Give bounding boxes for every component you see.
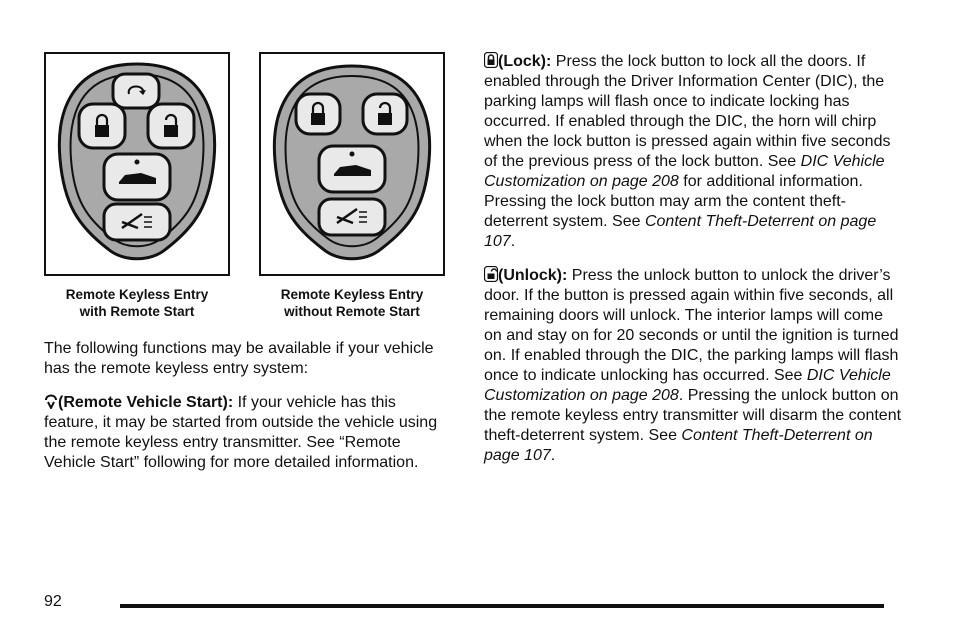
right-column	[484, 52, 904, 466]
left-column	[44, 339, 454, 473]
lock-button[interactable]	[296, 94, 340, 134]
panic-button[interactable]	[319, 199, 385, 235]
lock-text: for additional information. Pressing the lock button may arm the content theft-deterrent system. See	[484, 173, 863, 230]
panic-button[interactable]	[104, 204, 170, 240]
remote-start-button[interactable]	[113, 74, 159, 108]
unlock-reference-theft[interactable]: Content Theft-Deterrent on page 107	[484, 427, 873, 464]
caption-line: with Remote Start	[79, 304, 195, 319]
caption-line: Remote Keyless Entry	[65, 287, 209, 302]
lock-term: (Lock):	[498, 53, 552, 70]
unlock-icon	[484, 266, 498, 282]
unlock-paragraph	[484, 266, 904, 466]
unlock-term: (Unlock):	[498, 267, 568, 284]
remote-start-term: (Remote Vehicle Start):	[58, 394, 234, 411]
figure-caption	[247, 286, 457, 320]
caption-line: Remote Keyless Entry	[280, 287, 424, 302]
trunk-release-button[interactable]	[319, 146, 385, 192]
remote-start-text: If your vehicle has this feature, it may be started from outside the vehicle using the remote keyless entry transmitter. See “Remote Vehicle Start” following for more detailed information.	[44, 394, 438, 471]
lock-button[interactable]	[79, 104, 125, 148]
figure-caption	[32, 286, 242, 320]
unlock-text: .	[550, 447, 556, 464]
lock-reference-theft[interactable]: Content Theft-Deterrent on page 107	[484, 213, 877, 250]
lock-text: .	[510, 233, 516, 250]
page-number: 92	[44, 593, 62, 610]
unlock-button[interactable]	[148, 104, 194, 148]
caption-line: without Remote Start	[284, 304, 420, 319]
unlock-button[interactable]	[363, 94, 407, 134]
footer-rule	[120, 604, 884, 608]
keyfob-without-remote-start-figure	[259, 52, 445, 276]
unlock-reference-dic[interactable]: DIC Vehicle Customization on page 208	[484, 367, 891, 404]
unlock-text: . Pressing the unlock button on the remote keyless entry transmitter will disarm the content theft-deterrent system. See	[484, 387, 902, 444]
intro-paragraph: The following functions may be available if your vehicle has the remote keyless entry system:	[44, 340, 434, 377]
lock-paragraph	[484, 52, 904, 252]
trunk-release-button[interactable]	[104, 154, 170, 200]
unlock-text: Press the unlock button to unlock the driver’s door. If the button is pressed again within five seconds, all remaining doors will unlock. The interior lamps will come on and stay on for 20 seconds or until the ignition is turned on. If enabled through the DIC, the parking lamps will flash once to indicate unlocking has occurred. See	[484, 267, 899, 384]
lock-text: Press the lock button to lock all the doors. If enabled through the Driver Information Center (DIC), the parking lamps will flash once to indicate locking has occurred. If enabled through the DIC, the horn will chirp when the lock button is pressed again within five seconds of the previous press of the lock button. See	[484, 53, 891, 170]
remote-start-paragraph	[44, 393, 454, 473]
remote-start-icon	[44, 393, 58, 409]
lock-icon	[484, 52, 498, 68]
lock-reference-dic[interactable]: DIC Vehicle Customization on page 208	[484, 153, 885, 190]
keyfob-with-remote-start-figure	[44, 52, 230, 276]
